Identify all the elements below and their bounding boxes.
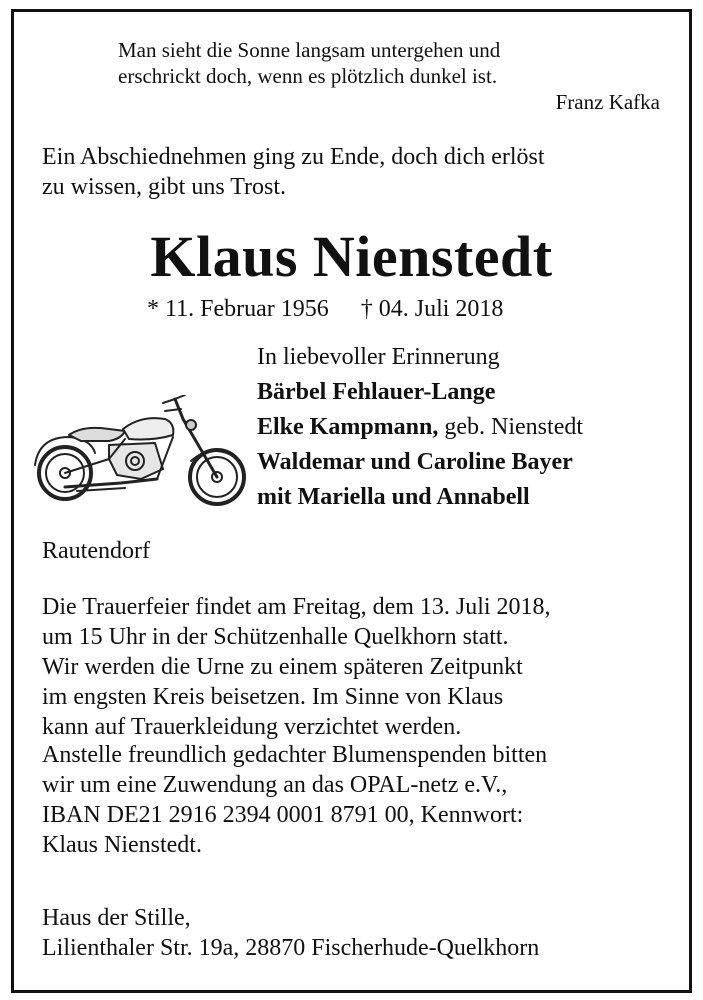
- quote-line: erschrickt doch, wenn es plötzlich dunkel ist.: [118, 64, 498, 88]
- mourner-name: Elke Kampmann,: [257, 414, 439, 440]
- donation-line: Anstelle freundlich gedachter Blumenspenden bitten: [42, 742, 548, 768]
- service-line: kann auf Trauerkleidung verzichtet werden.: [42, 714, 462, 740]
- mourner-name: Waldemar und Caroline Bayer: [257, 449, 573, 475]
- quote: [118, 37, 500, 89]
- mourners-list: [257, 340, 583, 515]
- mourner-entry: [257, 410, 583, 445]
- mourners-heading: In liebevoller Erinnerung: [257, 344, 500, 370]
- service-line: Wir werden die Urne zu einem späteren Zeitpunkt: [42, 654, 523, 680]
- funeral-service-text: [42, 592, 551, 742]
- intro-line: Ein Abschiednehmen ging zu Ende, doch dich erlöst: [42, 144, 545, 170]
- death-date: † 04. Juli 2018: [360, 296, 504, 322]
- place: Rautendorf: [42, 538, 150, 564]
- donation-line: IBAN DE21 2916 2394 0001 8791 00, Kennwort:: [42, 802, 524, 828]
- motorcycle-icon: [25, 395, 251, 515]
- deceased-name: Klaus Nienstedt: [150, 224, 553, 289]
- mourner-name: mit Mariella und Annabell: [257, 484, 530, 510]
- donation-line: Klaus Nienstedt.: [42, 832, 202, 858]
- donation-line: wir um eine Zuwendung an das OPAL-netz e.V.,: [42, 772, 508, 798]
- intro-text: [42, 142, 545, 202]
- mourner-suffix: geb. Nienstedt: [438, 414, 584, 440]
- address: [42, 903, 539, 963]
- service-line: Die Trauerfeier findet am Freitag, dem 13. Juli 2018,: [42, 594, 551, 620]
- address-line: Haus der Stille,: [42, 905, 191, 931]
- mourner-entry: [257, 375, 583, 410]
- quote-author: Franz Kafka: [555, 90, 660, 114]
- service-line: um 15 Uhr in der Schützenhalle Quelkhorn statt.: [42, 624, 509, 650]
- birth-date: * 11. Februar 1956: [147, 296, 329, 322]
- life-dates: [147, 294, 503, 324]
- mourner-name: Bärbel Fehlauer-Lange: [257, 379, 496, 405]
- intro-line: zu wissen, gibt uns Trost.: [42, 174, 287, 200]
- donation-text: [42, 740, 547, 860]
- address-line: Lilienthaler Str. 19a, 28870 Fischerhude-Quelkhorn: [42, 935, 540, 961]
- mourner-entry: [257, 480, 583, 515]
- mourner-entry: [257, 445, 583, 480]
- service-line: im engsten Kreis beisetzen. Im Sinne von Klaus: [42, 684, 504, 710]
- quote-line: Man sieht die Sonne langsam untergehen und: [118, 38, 501, 62]
